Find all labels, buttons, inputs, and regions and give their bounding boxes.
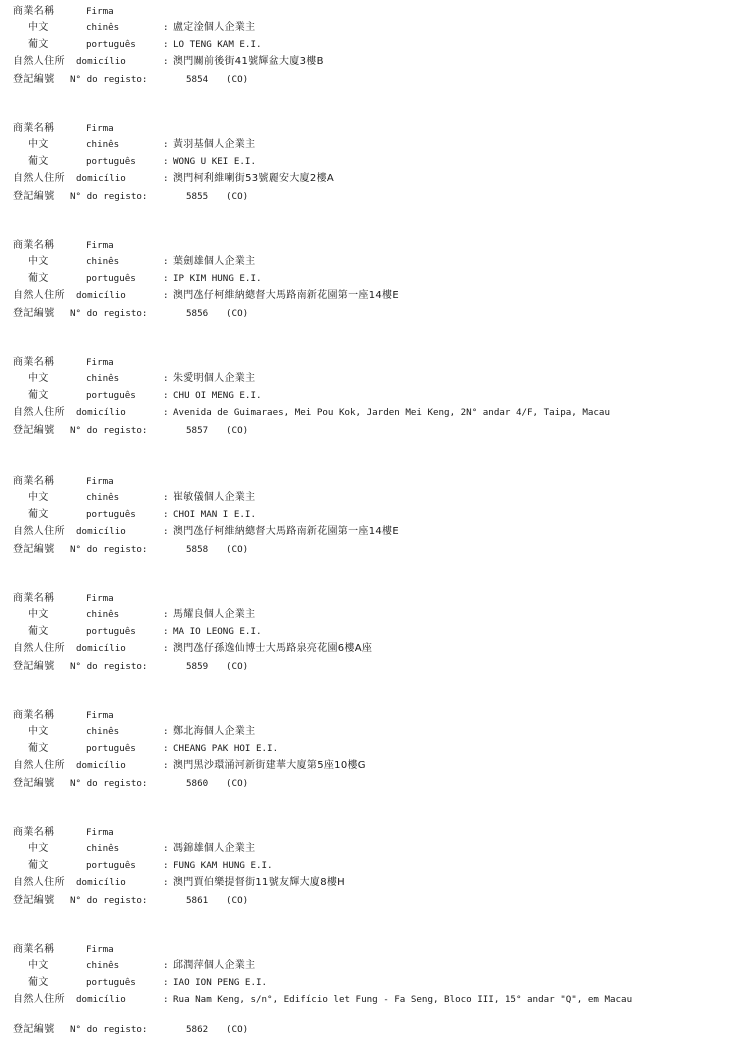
colon: : (163, 994, 169, 1005)
firma-label-pt: Firma (86, 123, 114, 134)
firma-label-zh: 商業名稱 (13, 710, 55, 721)
firma-label-zh: 商業名稱 (13, 357, 55, 368)
domicilio-label-pt: domicílio (76, 407, 126, 418)
portugues-label-pt: português (86, 860, 136, 871)
firma-label-pt: Firma (86, 240, 114, 251)
chines-label-zh: 中文 (28, 139, 49, 150)
firma-label-pt: Firma (86, 827, 114, 838)
registo-label-zh: 登記編號 (13, 544, 55, 555)
registo-label-pt: N° do registo: (70, 191, 148, 202)
portugues-label-pt: português (86, 743, 136, 754)
chines-label-zh: 中文 (28, 256, 49, 267)
domicilio-label-pt: domicílio (76, 994, 126, 1005)
chines-label-pt: chinês (86, 492, 120, 503)
chines-label-pt: chinês (86, 726, 120, 737)
firma-label-pt: Firma (86, 476, 114, 487)
registo-label-zh: 登記編號 (13, 191, 55, 202)
domicilio-label-pt: domicílio (76, 877, 126, 888)
colon: : (163, 726, 169, 737)
domicile-address: 澳門氹仔柯維納總督大馬路南新花園第一座14樓E (173, 526, 399, 537)
colon: : (163, 609, 169, 620)
firm-name-chinese: 黃羽基個人企業主 (173, 139, 256, 150)
domicilio-label-pt: domicílio (76, 173, 126, 184)
firm-name-chinese: 邱潤萍個人企業主 (173, 960, 256, 971)
portugues-label-pt: português (86, 626, 136, 637)
firma-label-zh: 商業名稱 (13, 6, 55, 17)
registo-label-zh: 登記編號 (13, 74, 55, 85)
registo-label-pt: N° do registo: (70, 895, 148, 906)
registration-number: 5862 (186, 1024, 209, 1035)
chines-label-zh: 中文 (28, 609, 49, 620)
registration-code: (CO) (226, 191, 249, 202)
registration-code: (CO) (226, 895, 249, 906)
portugues-label-zh: 葡文 (28, 273, 49, 284)
firm-name-portuguese: IAO ION PENG E.I. (173, 977, 268, 988)
chines-label-pt: chinês (86, 843, 120, 854)
firma-label-zh: 商業名稱 (13, 476, 55, 487)
domicile-address: 澳門柯利維喇街53號麗安大廈2樓A (173, 173, 335, 184)
domicilio-label-zh: 自然人住所 (13, 407, 65, 418)
domicilio-label-zh: 自然人住所 (13, 643, 65, 654)
chines-label-pt: chinês (86, 139, 120, 150)
registration-number: 5854 (186, 74, 209, 85)
registo-label-zh: 登記編號 (13, 895, 55, 906)
firm-name-chinese: 鄭北海個人企業主 (173, 726, 256, 737)
domicilio-label-pt: domicílio (76, 760, 126, 771)
firma-label-zh: 商業名稱 (13, 240, 55, 251)
registo-label-pt: N° do registo: (70, 661, 148, 672)
firma-label-pt: Firma (86, 710, 114, 721)
colon: : (163, 509, 169, 520)
firm-name-portuguese: LO TENG KAM E.I. (173, 39, 262, 50)
registo-label-pt: N° do registo: (70, 74, 148, 85)
registo-label-zh: 登記編號 (13, 425, 55, 436)
portugues-label-zh: 葡文 (28, 626, 49, 637)
firm-name-chinese: 馮錦雄個人企業主 (173, 843, 256, 854)
colon: : (163, 390, 169, 401)
firm-name-portuguese: CHOI MAN I E.I. (173, 509, 256, 520)
portugues-label-zh: 葡文 (28, 509, 49, 520)
portugues-label-pt: português (86, 39, 136, 50)
chines-label-pt: chinês (86, 960, 120, 971)
registo-label-pt: N° do registo: (70, 425, 148, 436)
firm-name-chinese: 崔敏儀個人企業主 (173, 492, 256, 503)
chines-label-zh: 中文 (28, 960, 49, 971)
chines-label-pt: chinês (86, 373, 120, 384)
domicilio-label-zh: 自然人住所 (13, 994, 65, 1005)
portugues-label-pt: português (86, 390, 136, 401)
domicile-address: 澳門氹仔柯維納總督大馬路南新花園第一座14樓E (173, 290, 399, 301)
colon: : (163, 407, 169, 418)
domicile-address: Avenida de Guimaraes, Mei Pou Kok, Jarden Mei Keng, 2N° andar 4/F, Taipa, Macau (173, 407, 610, 418)
firm-name-chinese: 朱愛明個人企業主 (173, 373, 256, 384)
firma-label-pt: Firma (86, 6, 114, 17)
domicilio-label-zh: 自然人住所 (13, 290, 65, 301)
domicilio-label-zh: 自然人住所 (13, 173, 65, 184)
domicilio-label-pt: domicílio (76, 643, 126, 654)
portugues-label-zh: 葡文 (28, 156, 49, 167)
colon: : (163, 977, 169, 988)
registration-code: (CO) (226, 661, 249, 672)
domicile-address: 澳門賈伯樂提督街11號友輝大廈8樓H (173, 877, 346, 888)
firm-name-portuguese: MA IO LEONG E.I. (173, 626, 262, 637)
colon: : (163, 860, 169, 871)
registo-label-zh: 登記編號 (13, 661, 55, 672)
colon: : (163, 139, 169, 150)
registration-code: (CO) (226, 425, 249, 436)
registration-number: 5855 (186, 191, 209, 202)
firma-label-zh: 商業名稱 (13, 944, 55, 955)
domicilio-label-pt: domicílio (76, 526, 126, 537)
registration-code: (CO) (226, 74, 249, 85)
colon: : (163, 626, 169, 637)
firma-label-pt: Firma (86, 357, 114, 368)
colon: : (163, 22, 169, 33)
firma-label-pt: Firma (86, 944, 114, 955)
firm-name-chinese: 馬耀良個人企業主 (173, 609, 256, 620)
chines-label-pt: chinês (86, 256, 120, 267)
domicilio-label-zh: 自然人住所 (13, 526, 65, 537)
registration-code: (CO) (226, 1024, 249, 1035)
chines-label-zh: 中文 (28, 726, 49, 737)
domicile-address: 澳門黑沙環涌河新街建華大廈第5座10樓G (173, 760, 366, 771)
domicilio-label-pt: domicílio (76, 56, 126, 67)
colon: : (163, 643, 169, 654)
registration-code: (CO) (226, 778, 249, 789)
portugues-label-pt: português (86, 977, 136, 988)
registo-label-zh: 登記編號 (13, 1024, 55, 1035)
colon: : (163, 492, 169, 503)
firm-name-portuguese: CHEANG PAK HOI E.I. (173, 743, 279, 754)
colon: : (163, 877, 169, 888)
colon: : (163, 743, 169, 754)
portugues-label-zh: 葡文 (28, 977, 49, 988)
colon: : (163, 760, 169, 771)
colon: : (163, 843, 169, 854)
firm-name-chinese: 葉劍雄個人企業主 (173, 256, 256, 267)
firma-label-zh: 商業名稱 (13, 123, 55, 134)
firm-name-portuguese: CHU OI MENG E.I. (173, 390, 262, 401)
colon: : (163, 56, 169, 67)
domicilio-label-zh: 自然人住所 (13, 877, 65, 888)
colon: : (163, 273, 169, 284)
chines-label-zh: 中文 (28, 843, 49, 854)
registration-number: 5856 (186, 308, 209, 319)
colon: : (163, 373, 169, 384)
domicile-address: 澳門關前後街41號輝盆大廈3樓B (173, 56, 324, 67)
registo-label-pt: N° do registo: (70, 544, 148, 555)
chines-label-zh: 中文 (28, 373, 49, 384)
colon: : (163, 39, 169, 50)
domicilio-label-pt: domicílio (76, 290, 126, 301)
portugues-label-pt: português (86, 156, 136, 167)
firma-label-zh: 商業名稱 (13, 593, 55, 604)
colon: : (163, 156, 169, 167)
registo-label-pt: N° do registo: (70, 308, 148, 319)
registo-label-pt: N° do registo: (70, 1024, 148, 1035)
registration-number: 5858 (186, 544, 209, 555)
chines-label-pt: chinês (86, 609, 120, 620)
firm-name-portuguese: WONG U KEI E.I. (173, 156, 256, 167)
chines-label-zh: 中文 (28, 492, 49, 503)
registration-code: (CO) (226, 308, 249, 319)
domicile-address: 澳門氹仔孫逸仙博士大馬路泉亮花園6樓A座 (173, 643, 373, 654)
firm-name-portuguese: FUNG KAM HUNG E.I. (173, 860, 273, 871)
registration-number: 5857 (186, 425, 209, 436)
registo-label-zh: 登記編號 (13, 308, 55, 319)
portugues-label-zh: 葡文 (28, 743, 49, 754)
registo-label-zh: 登記編號 (13, 778, 55, 789)
portugues-label-zh: 葡文 (28, 390, 49, 401)
domicilio-label-zh: 自然人住所 (13, 56, 65, 67)
portugues-label-zh: 葡文 (28, 860, 49, 871)
firma-label-zh: 商業名稱 (13, 827, 55, 838)
registration-number: 5860 (186, 778, 209, 789)
chines-label-pt: chinês (86, 22, 120, 33)
registration-code: (CO) (226, 544, 249, 555)
domicilio-label-zh: 自然人住所 (13, 760, 65, 771)
registo-label-pt: N° do registo: (70, 778, 148, 789)
colon: : (163, 256, 169, 267)
colon: : (163, 173, 169, 184)
colon: : (163, 526, 169, 537)
portugues-label-pt: português (86, 273, 136, 284)
portugues-label-zh: 葡文 (28, 39, 49, 50)
registration-number: 5859 (186, 661, 209, 672)
firm-name-chinese: 盧定淦個人企業主 (173, 22, 256, 33)
firma-label-pt: Firma (86, 593, 114, 604)
firm-name-portuguese: IP KIM HUNG E.I. (173, 273, 262, 284)
registration-number: 5861 (186, 895, 209, 906)
chines-label-zh: 中文 (28, 22, 49, 33)
portugues-label-pt: português (86, 509, 136, 520)
domicile-address: Rua Nam Keng, s/n°, Edifício let Fung - Fa Seng, Bloco III, 15° andar "Q", em Macau (173, 994, 633, 1005)
colon: : (163, 960, 169, 971)
colon: : (163, 290, 169, 301)
